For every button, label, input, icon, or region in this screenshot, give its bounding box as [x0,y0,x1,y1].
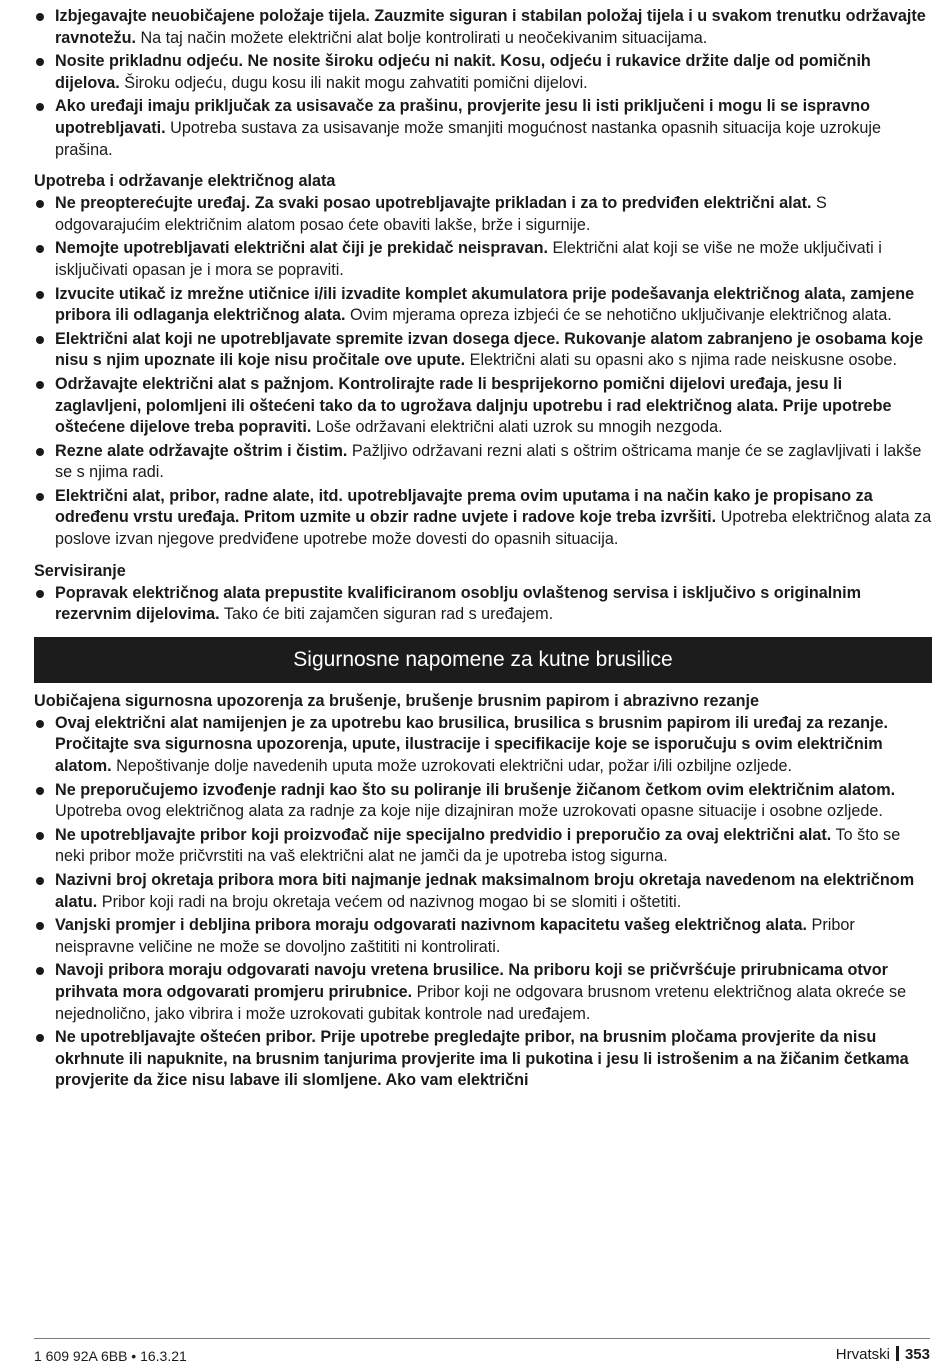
section-heading: Uobičajena sigurnosna upozorenja za brušenje, brušenje brusnim papirom i abrazivno rezanje [34,691,760,710]
bullet-dot [36,103,44,111]
list-item: Izvucite utikač iz mrežne utičnice i/ili izvadite komplet akumulatora prije podešavanja električnog alata, zamjene pribora ili odlaganja električnog alata. Ovim mjerama opreza izbjeći će se nehotično uključivanje električnog alata. [34,284,932,327]
bullet-dot [36,245,44,253]
list-item: Ovaj električni alat namijenjen je za upotrebu kao brusilica, brusilica s brusnim papirom ili uređaj za rezanje. Pročitajte sva sigurnosna upozorenja, upute, ilustracije i specifikacije koje se isporučuju s ovim električnim alatom. Nepoštivanje dolje navedenih uputa može uzrokovati električni udar, požar i/ili ozbiljne ozljede. [34,713,932,778]
bullet-dot [36,13,44,21]
document-code: 1 609 92A 6BB • 16.3.21 [34,1348,187,1364]
footer-separator [896,1346,899,1361]
list-item: Vanjski promjer i debljina pribora moraju odgovarati nazivnom kapacitetu vašeg električnog alata. Pribor neispravne veličine ne može se dovoljno zaštititi ni kontrolirati. [34,915,932,958]
list-item: Nemojte upotrebljavati električni alat čiji je prekidač neispravan. Električni alat koji se više ne može uključivati i isključivati opasan je i mora se popraviti. [34,238,932,281]
list-item: Ne upotrebljavajte oštećen pribor. Prije upotrebe pregledajte pribor, na brusnim pločama provjerite da nisu okrhnute ili napuknite, na brusnim tanjurima provjerite ima li pukotina i jesu li istrošenim a na žičanim četkama provjerite da žice nisu labave ili slomljene. Ako vam električni [34,1027,932,1092]
list-item: Navoji pribora moraju odgovarati navoju vretena brusilice. Na priboru koji se pričvršćuje prirubnicama otvor prihvata mora odgovarati promjeru prirubnice. Pribor koji ne odgovara brusnom vretenu električnog alata okreće se nejednolično, jako vibrira i može uzrokovati gubitak kontrole nad uređajem. [34,960,932,1025]
page-footer [34,1338,930,1365]
page-content [34,6,932,1094]
page-number: 353 [904,1346,930,1363]
list-item: Ne preporučujemo izvođenje radnji kao što su poliranje ili brušenje žičanom četkom ovim električnim alatom. Upotreba ovog električnog alata za radnje za koje nije dizajniran može uzrokovati opasne situacije i osobne ozljede. [34,780,932,823]
section-grinder-warnings [34,691,932,1092]
bullet-dot [36,448,44,456]
bullet-dot [36,787,44,795]
list-item: Izbjegavajte neuobičajene položaje tijela. Zauzmite siguran i stabilan položaj tijela i u svakom trenutku održavajte ravnotežu. Na taj način možete električni alat bolje kontrolirati u neočekivanim situacijama. [34,6,932,49]
bullet-dot [36,922,44,930]
bullet-dot [36,832,44,840]
bullet-dot [36,493,44,501]
list-item: Ako uređaji imaju priključak za usisavače za prašinu, provjerite jesu li isti priključeni i mogu li se ispravno upotrebljavati. Upotreba sustava za usisavanje može smanjiti mogućnost nastanka opasnih situacija koje uzrokuje prašina. [34,96,932,161]
section-heading: Servisiranje [34,561,126,580]
bullet-dot [36,381,44,389]
list-item: Nazivni broj okretaja pribora mora biti najmanje jednak maksimalnom broju okretaja navedenom na električnom alatu. Pribor koji radi na broju okretaja većem od nazivnog mogao bi se slomiti i oštetiti. [34,870,932,913]
bullet-dot [36,720,44,728]
bullet-dot [36,58,44,66]
section-heading: Upotreba i održavanje električnog alata [34,172,336,191]
list-item: Popravak električnog alata prepustite kvalificiranom osoblju ovlaštenog servisa i isključivo s originalnim rezervnim dijelovima. Tako će biti zajamčen siguran rad s uređajem. [34,583,932,626]
bullet-list [34,583,932,626]
list-item: Ne upotrebljavajte pribor koji proizvođač nije specijalno predvidio i preporučio za ovaj električni alat. To što se neki pribor može pričvrstiti na vaš električni alat ne jamči da je upotreba istog sigurna. [34,825,932,868]
list-item: Ne preopterećujte uređaj. Za svaki posao upotrebljavajte prikladan i za to predviđen električni alat. S odgovarajućim električnim alatom posao ćete obaviti lakše, brže i sigurnije. [34,193,932,236]
bullet-list [34,713,932,1092]
list-item: Električni alat, pribor, radne alate, itd. upotrebljavajte prema ovim uputama i na način kako je propisano za određenu vrstu uređaja. Pritom uzmite u obzir radne uvjete i radove koje treba izvršiti. Upotreba električnog alata za poslove izvan njegove predviđene upotrebe može dovesti do opasnih situacija. [34,486,932,551]
section-servicing [34,561,932,626]
section-general-safety [34,6,932,161]
footer-right [836,1346,930,1363]
bullet-dot [36,291,44,299]
bullet-dot [36,336,44,344]
list-item: Rezne alate održavajte oštrim i čistim. Pažljivo održavani rezni alati s oštrim oštricama manje će se zaglavljivati i lakše se s njima radi. [34,441,932,484]
section-use-maintenance [34,171,932,551]
bullet-list [34,6,932,161]
list-item: Nosite prikladnu odjeću. Ne nosite široku odjeću ni nakit. Kosu, odjeću i rukavice držite dalje od pomičnih dijelova. Široku odjeću, dugu kosu ili nakit mogu zahvatiti pomični dijelovi. [34,51,932,94]
list-item: Održavajte električni alat s pažnjom. Kontrolirajte rade li besprijekorno pomični dijelovi uređaja, jesu li zaglavljeni, polomljeni ili oštećeni tako da to ugrožava daljnju upotrebu i rad električnog alata. Prije upotrebe oštećene dijelove treba popraviti. Loše održavani električni alati uzrok su mnogih nezgoda. [34,374,932,439]
bullet-dot [36,200,44,208]
bullet-dot [36,967,44,975]
bullet-dot [36,877,44,885]
section-banner: Sigurnosne napomene za kutne brusilice [34,637,932,683]
list-item: Električni alat koji ne upotrebljavate spremite izvan dosega djece. Rukovanje alatom zabranjeno je osobama koje nisu s njim upoznate ili koje nisu pročitale ove upute. Električni alati su opasni ako s njima rade neiskusne osobe. [34,329,932,372]
bullet-dot [36,590,44,598]
bullet-list [34,193,932,551]
language-label: Hrvatski [835,1346,890,1363]
bullet-dot [36,1034,44,1042]
